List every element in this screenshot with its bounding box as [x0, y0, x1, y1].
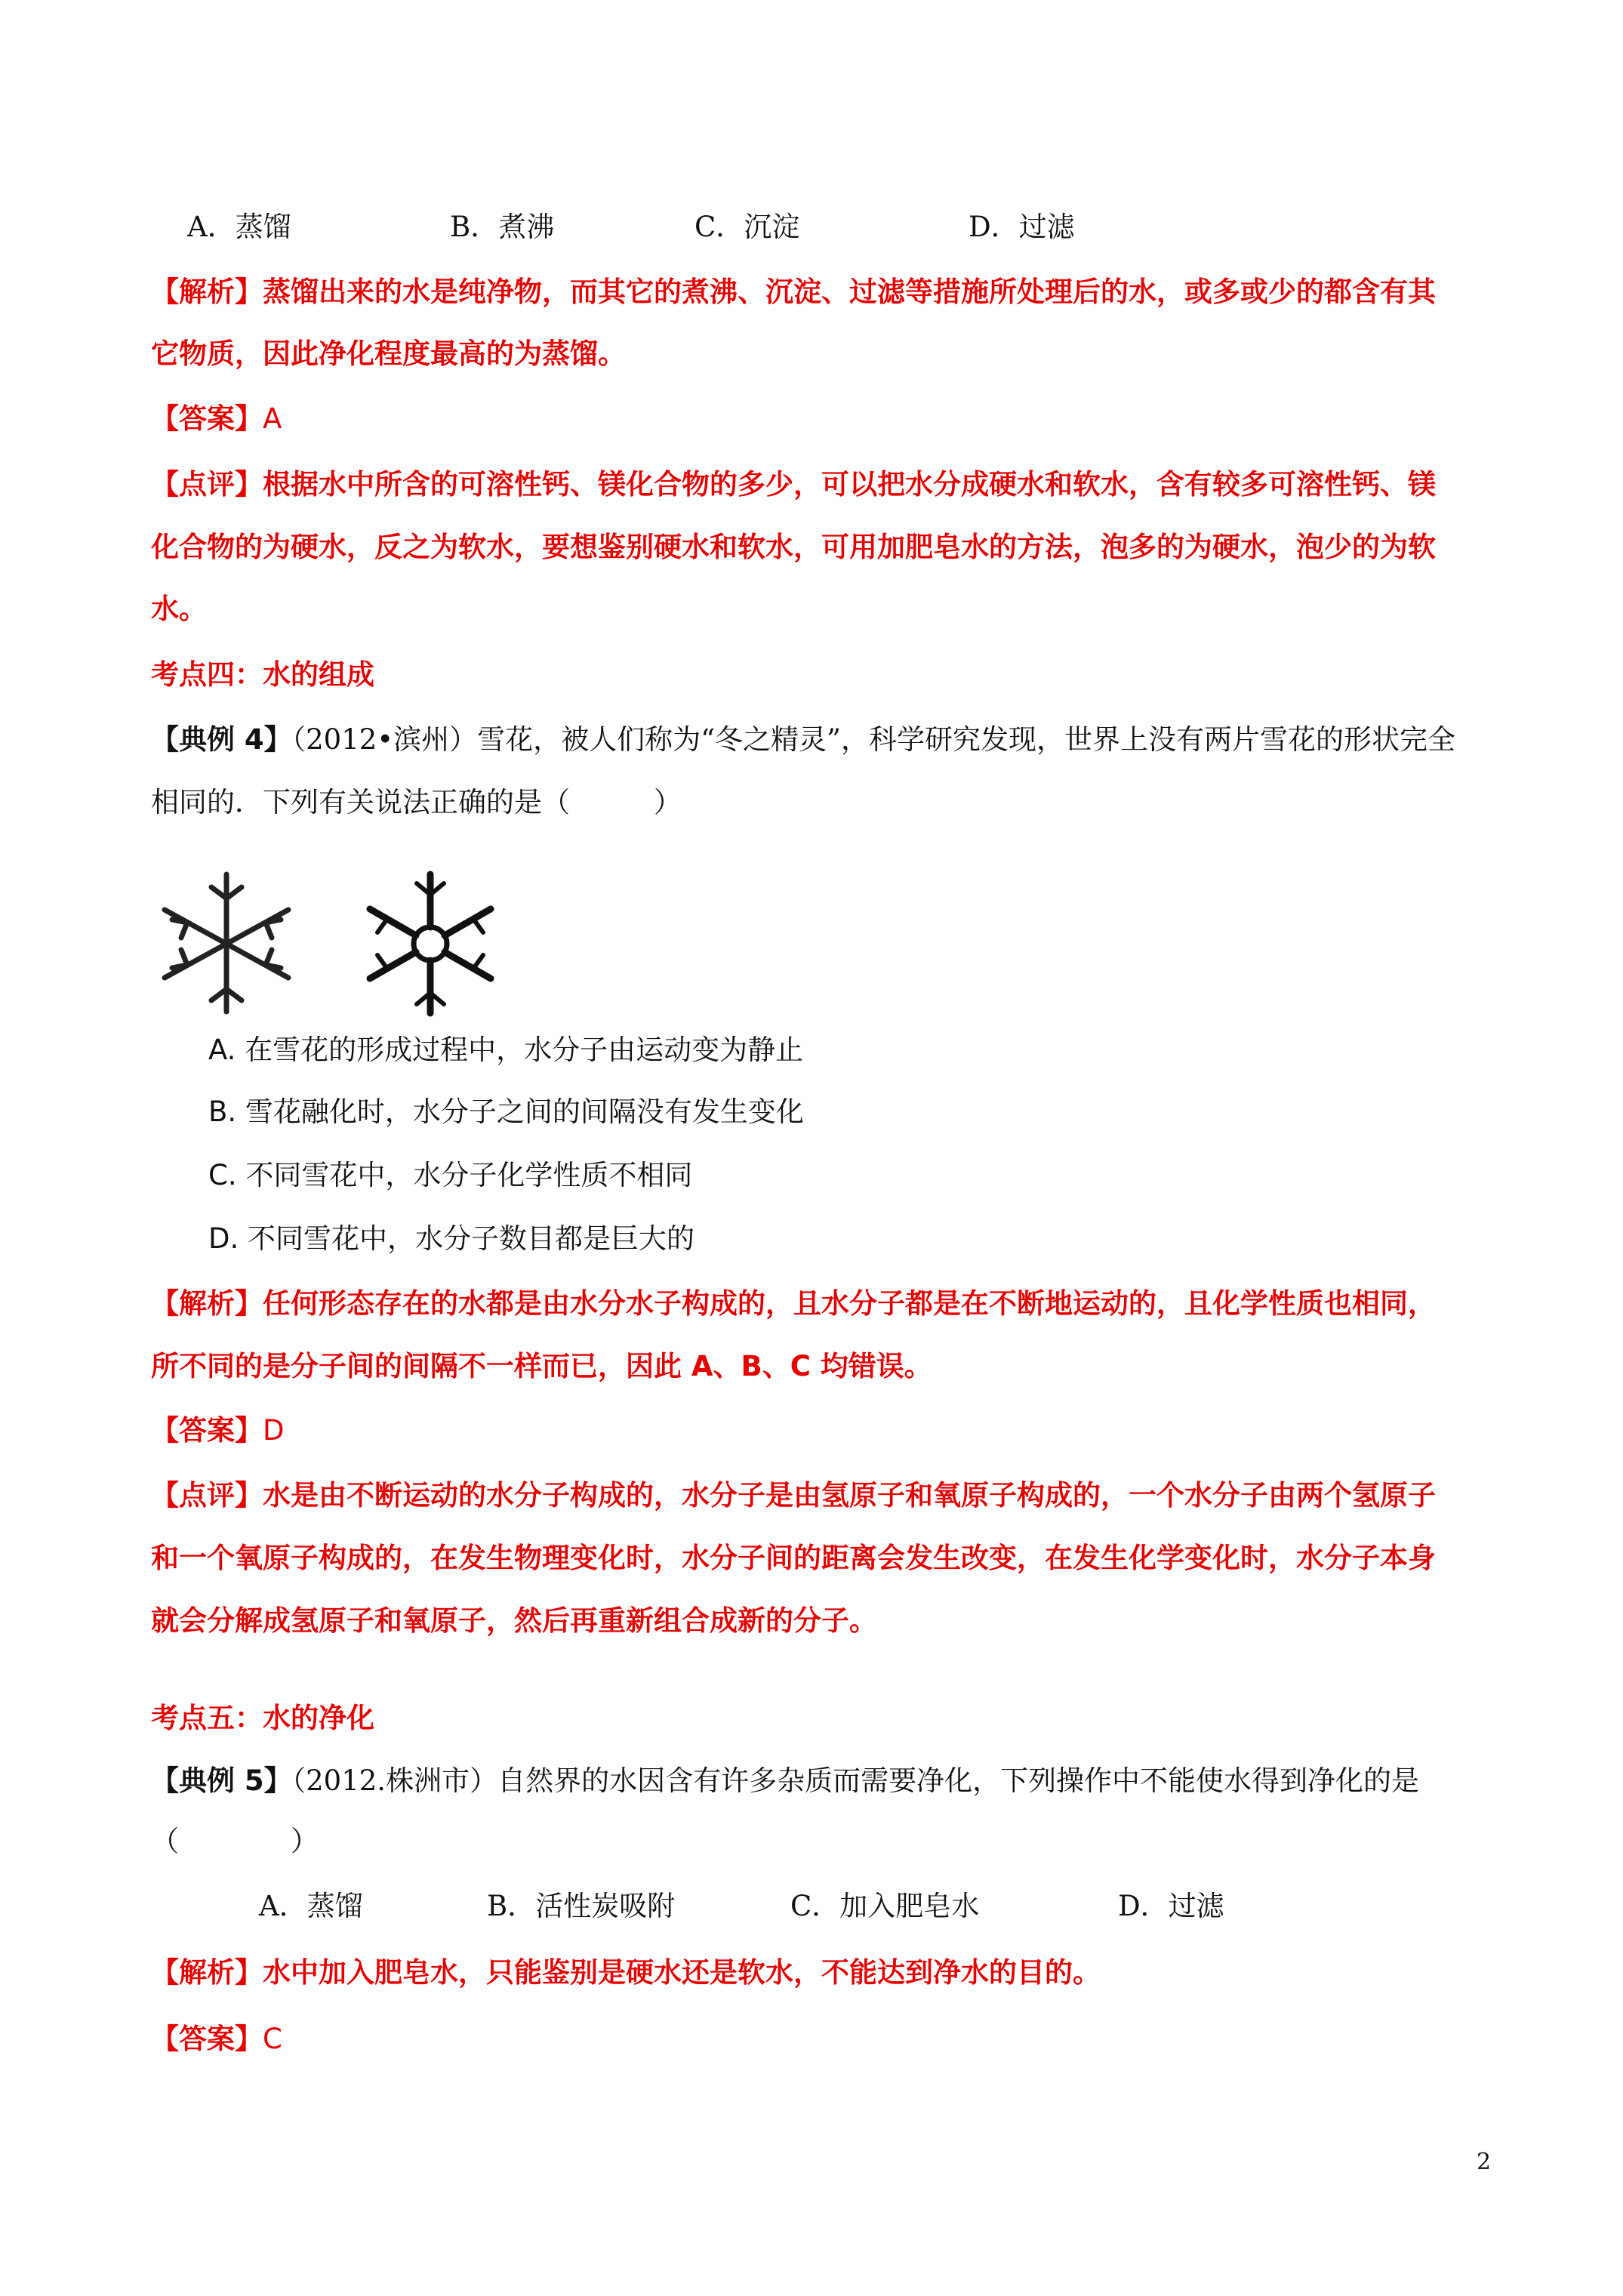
q3-option-d: D．过滤 — [969, 211, 1075, 243]
q3-answer: 【答案】A — [151, 402, 282, 435]
snowflake-1-image — [165, 874, 288, 1012]
section-5-title: 考点五：水的净化 — [151, 1701, 374, 1734]
answer-tag: 【答案】 — [151, 402, 263, 435]
snowflake-figure — [151, 868, 544, 1019]
q4-stem-line-2: 相同的．下列有关说法正确的是（ ） — [151, 786, 682, 818]
q4-analysis-line-1: 【解析】任何形态存在的水都是由水分水子构成的，且水分子都是在不断地运动的，且化学性质也相同， — [151, 1287, 1436, 1320]
q5-analysis: 【解析】水中加入肥皂水，只能鉴别是硬水还是软水，不能达到净水的目的。 — [151, 1956, 1101, 1989]
q4-comment-line-1: 【点评】水是由不断运动的水分子构成的，水分子是由氢原子和氧原子构成的，一个水分子由两个氢原子 — [151, 1479, 1436, 1512]
q3-option-a: A．蒸馏 — [187, 211, 291, 243]
q5-stem-line-2: （ ） — [151, 1825, 319, 1857]
q4-option-d: D. 不同雪花中，水分子数目都是巨大的 — [208, 1222, 695, 1255]
q5-option-c: C．加入肥皂水 — [790, 1890, 980, 1922]
answer-tag: 【答案】 — [151, 2023, 263, 2055]
example-tag: 【典例 5】 — [151, 1764, 292, 1797]
q3-comment-line-1: 【点评】根据水中所含的可溶性钙、镁化合物的多少，可以把水分成硬水和软水，含有较多可溶性钙、镁 — [151, 468, 1436, 501]
q4-option-b: B. 雪花融化时，水分子之间的间隔没有发生变化 — [208, 1096, 804, 1128]
q3-option-c: C．沉淀 — [694, 211, 800, 243]
comment-tag: 【点评】 — [151, 468, 263, 501]
q3-comment-line-3: 水。 — [151, 593, 207, 625]
q4-option-a: A. 在雪花的形成过程中，水分子由运动变为静止 — [208, 1034, 804, 1066]
q3-option-b: B．煮沸 — [450, 211, 555, 243]
q4-answer: 【答案】D — [151, 1414, 285, 1447]
q4-analysis-line-2: 所不同的是分子间的间隔不一样而已，因此 A、B、C 均错误。 — [151, 1350, 932, 1382]
q5-option-a: A．蒸馏 — [259, 1890, 363, 1922]
page-number: 2 — [1477, 2149, 1492, 2175]
q4-comment-line-2: 和一个氧原子构成的，在发生物理变化时，水分子间的距离会发生改变，在发生化学变化时，水分子本身 — [151, 1542, 1436, 1574]
q3-analysis-line-2: 它物质，因此净化程度最高的为蒸馏。 — [151, 337, 626, 370]
comment-tag: 【点评】 — [151, 1479, 263, 1512]
snowflake-2-image — [370, 874, 491, 1013]
analysis-tag: 【解析】 — [151, 1956, 263, 1989]
answer-tag: 【答案】 — [151, 1414, 263, 1447]
example-tag: 【典例 4】 — [151, 723, 292, 756]
q4-option-c: C. 不同雪花中，水分子化学性质不相同 — [208, 1159, 693, 1191]
q3-analysis-line-1: 【解析】蒸馏出来的水是纯净物，而其它的煮沸、沉淀、过滤等措施所处理后的水，或多或少的都含有其 — [151, 276, 1436, 308]
q4-stem-line-1: 【典例 4】（2012•滨州）雪花，被人们称为“冬之精灵”，科学研究发现，世界上没有两片雪花的形状完全 — [151, 723, 1455, 756]
q4-comment-line-3: 就会分解成氢原子和氧原子，然后再重新组合成新的分子。 — [151, 1604, 877, 1637]
analysis-tag: 【解析】 — [151, 276, 263, 308]
q5-option-b: B．活性炭吸附 — [487, 1890, 676, 1922]
q5-stem-line-1: 【典例 5】（2012.株洲市）自然界的水因含有许多杂质而需要净化，下列操作中不能使水得到净化的是 — [151, 1764, 1420, 1797]
q3-comment-line-2: 化合物的为硬水，反之为软水，要想鉴别硬水和软水，可用加肥皂水的方法，泡多的为硬水，泡少的为软 — [151, 531, 1436, 563]
q5-option-d: D．过滤 — [1118, 1890, 1224, 1922]
q5-answer: 【答案】C — [151, 2023, 282, 2055]
section-4-title: 考点四：水的组成 — [151, 658, 374, 691]
analysis-tag: 【解析】 — [151, 1287, 263, 1320]
